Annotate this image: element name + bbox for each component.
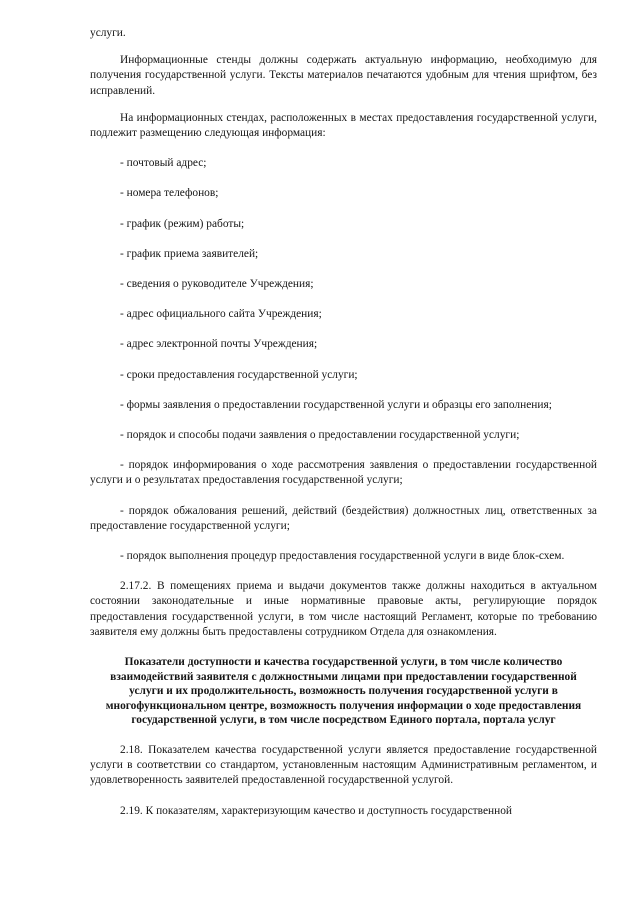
list-item: - формы заявления о предоставлении государственной услуги и образцы его заполнения; <box>120 398 552 411</box>
paragraph-2-19: 2.19. К показателям, характеризующим качество и доступность государственной <box>120 804 512 817</box>
list-item: - адрес официального сайта Учреждения; <box>120 308 322 321</box>
list-item: - график (режим) работы; <box>120 217 245 230</box>
list-item: - порядок выполнения процедур предоставления государственной услуги в виде блок-схем. <box>120 550 565 563</box>
document-page <box>90 26 597 819</box>
list-item: - график приема заявителей; <box>120 247 259 260</box>
section-heading: Показатели доступности и качества государственной услуги, в том числе количество взаимодействий заявителя с должностными лицами при предоставлении государственной услуги и их продолжительность, возможность получения государственной услуги в многофункциональном центре, возможность получения информации о ходе предоставления государственной услуги, в том числе посредством Единого портала, портала услуг <box>105 656 582 727</box>
list-item: - порядок информирования о ходе рассмотрения заявления о предоставлении государственной услуги и о результатах предоставления государственной услуги; <box>90 459 597 487</box>
paragraph-info-stands: Информационные стенды должны содержать актуальную информацию, необходимую для получения государственной услуги. Тексты материалов печатаются удобным для чтения шрифтом, без исправлений. <box>90 54 597 97</box>
list-item: - порядок обжалования решений, действий (бездействия) должностных лиц, ответственных за предоставление государственной услуги; <box>90 504 597 532</box>
list-item: - сроки предоставления государственной услуги; <box>120 368 358 381</box>
paragraph-2-17-2: 2.17.2. В помещениях приема и выдачи документов также должны находиться в актуальном состоянии законодательные и иные нормативные правовые акты, регулирующие порядок предоставления государственной услуги, в том числе настоящий Регламент, которые по требованию заявителя ему должны быть предоставлены сотрудником Отдела для ознакомления. <box>90 580 597 638</box>
list-item: - почтовый адрес; <box>120 157 207 170</box>
paragraph-stand-placement: На информационных стендах, расположенных в местах предоставления государственной услуги, подлежит размещению следующая информация: <box>90 111 597 140</box>
info-list <box>90 156 597 564</box>
list-item: - порядок и способы подачи заявления о предоставлении государственной услуги; <box>120 429 520 442</box>
list-item: - номера телефонов; <box>120 187 219 200</box>
paragraph-continuation: услуги. <box>90 27 126 39</box>
list-item: - сведения о руководителе Учреждения; <box>120 278 314 291</box>
list-item: - адрес электронной почты Учреждения; <box>120 338 318 351</box>
paragraph-2-18: 2.18. Показателем качества государственной услуги является предоставление государственной услуги в соответствии со стандартом, установленным настоящим Административным регламентом, и удовлетворенность заявителей предоставленной государственной услугой. <box>90 744 597 787</box>
